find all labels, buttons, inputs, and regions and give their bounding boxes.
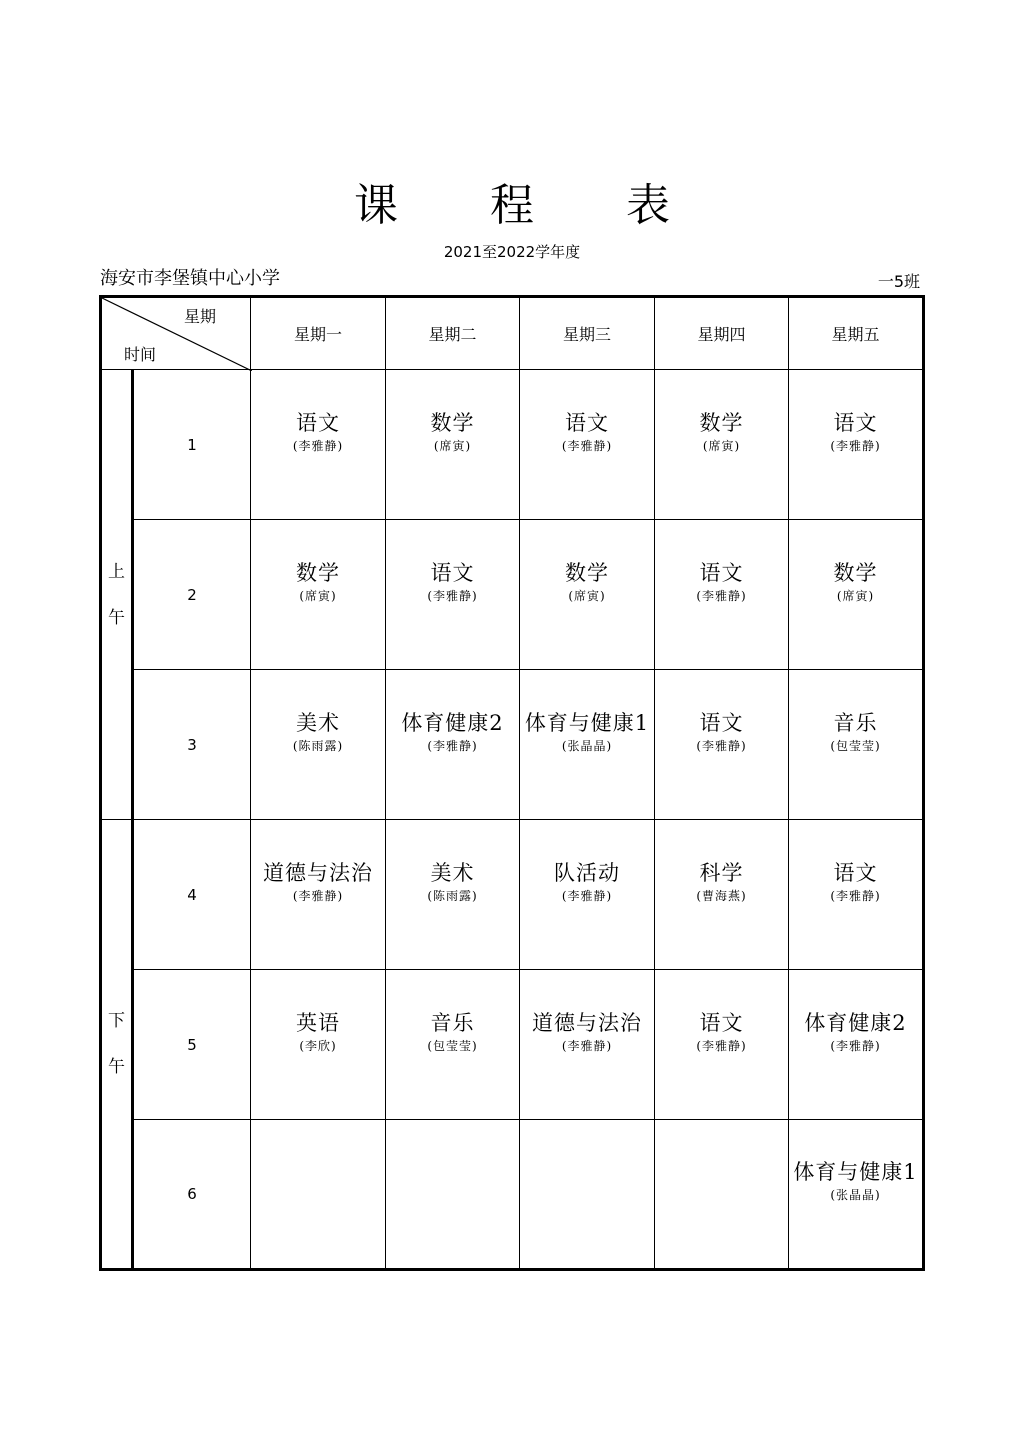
day-header: 星期五: [789, 297, 924, 370]
teacher-name: (陈雨露): [292, 738, 344, 753]
subject-name: 语文: [833, 410, 878, 435]
subject-name: 语文: [699, 710, 744, 735]
subject-name: 数学: [296, 560, 340, 585]
lesson-cell: [386, 970, 520, 1120]
teacher-name: (包莹莹): [427, 1038, 478, 1053]
timetable: [99, 295, 925, 1271]
period-number: 2: [133, 520, 251, 670]
period-row: [101, 1120, 924, 1270]
period-row: [101, 670, 924, 820]
teacher-name: (李雅静): [696, 588, 747, 603]
subject-name: 数学: [430, 410, 475, 435]
subject-name: 队活动: [554, 860, 620, 885]
teacher-name: (席寅): [702, 438, 741, 453]
subject-name: 体育与健康1: [793, 1160, 918, 1184]
period-row: [101, 820, 924, 970]
corner-label-time: 时间: [124, 345, 157, 364]
timetable-body: [101, 370, 924, 1270]
subject-name: 道德与法治: [263, 860, 373, 885]
lesson-cell: [655, 520, 789, 670]
subject-name: 道德与法治: [532, 1010, 642, 1035]
afternoon-label: [101, 820, 133, 1270]
subject-name: 音乐: [833, 710, 878, 735]
period-row: [101, 370, 924, 520]
half-day-char: 上: [108, 561, 125, 582]
teacher-name: (李雅静): [427, 588, 478, 603]
period-row: [101, 520, 924, 670]
lesson-cell: [386, 520, 520, 670]
subject-name: 科学: [699, 860, 744, 885]
period-row: [101, 970, 924, 1120]
lesson-cell: [789, 670, 924, 820]
lesson-cell: [251, 670, 386, 820]
teacher-name: (张晶晶): [561, 738, 613, 753]
lesson-cell: [520, 370, 655, 520]
half-day-char: 下: [108, 1011, 125, 1031]
lesson-cell: [251, 820, 386, 970]
teacher-name: (李雅静): [830, 438, 881, 453]
subject-name: 体育健康2: [401, 710, 504, 735]
day-header: 星期四: [655, 297, 789, 370]
half-day-char: 午: [108, 1057, 125, 1077]
subject-name: 体育健康2: [804, 1010, 907, 1035]
lesson-cell: [789, 520, 924, 670]
lesson-cell: [386, 820, 520, 970]
teacher-name: (席寅): [299, 588, 337, 603]
teacher-name: (席寅): [836, 588, 875, 603]
teacher-name: (李雅静): [561, 438, 613, 453]
day-header: 星期三: [520, 297, 655, 370]
lesson-cell: [520, 670, 655, 820]
lesson-cell: [789, 820, 924, 970]
lesson-cell: [655, 970, 789, 1120]
school-name: 海安市李堡镇中心小学: [100, 268, 280, 289]
lesson-cell: [386, 1120, 520, 1270]
lesson-cell: [386, 670, 520, 820]
teacher-name: (曹海燕): [696, 888, 747, 903]
lesson-cell: [251, 970, 386, 1120]
day-header: 星期一: [251, 297, 386, 370]
subject-name: 音乐: [430, 1010, 475, 1035]
teacher-name: (陈雨露): [427, 888, 478, 903]
teacher-name: (李雅静): [696, 738, 747, 753]
lesson-cell: [789, 1120, 924, 1270]
teacher-name: (李雅静): [830, 1038, 881, 1053]
subject-name: 美术: [430, 860, 475, 885]
teacher-name: (李雅静): [830, 888, 881, 903]
school-year: 2021至2022学年度: [443, 243, 581, 261]
lesson-cell: [655, 820, 789, 970]
teacher-name: (席寅): [433, 438, 472, 453]
page-title: 课程表: [354, 180, 762, 231]
lesson-cell: [251, 1120, 386, 1270]
class-name: 一5班: [877, 272, 920, 291]
day-header: 星期二: [386, 297, 520, 370]
teacher-name: (李雅静): [561, 888, 613, 903]
teacher-name: (李雅静): [292, 888, 344, 903]
subject-name: 数学: [833, 560, 878, 585]
lesson-cell: [655, 1120, 789, 1270]
subject-name: 英语: [296, 1010, 340, 1035]
subject-name: 数学: [565, 560, 609, 585]
corner-cell: [101, 297, 251, 370]
teacher-name: (张晶晶): [830, 1188, 881, 1202]
header-row: [101, 297, 924, 370]
teacher-name: (李雅静): [427, 738, 478, 753]
morning-label: [101, 370, 133, 820]
half-day-char: 午: [108, 607, 125, 628]
lesson-cell: [520, 1120, 655, 1270]
lesson-cell: [789, 370, 924, 520]
lesson-cell: [655, 370, 789, 520]
subject-name: 语文: [699, 560, 744, 585]
period-number: 6: [133, 1120, 251, 1270]
teacher-name: (李雅静): [292, 438, 344, 453]
subject-name: 体育与健康1: [524, 710, 650, 735]
teacher-name: (李欣): [299, 1038, 337, 1053]
lesson-cell: [520, 970, 655, 1120]
subject-name: 语文: [699, 1010, 744, 1035]
period-number: 5: [133, 970, 251, 1120]
lesson-cell: [251, 520, 386, 670]
lesson-cell: [520, 520, 655, 670]
subject-name: 语文: [565, 410, 609, 435]
subject-name: 语文: [296, 410, 340, 435]
subject-name: 语文: [430, 560, 475, 585]
corner-label-day: 星期: [183, 307, 216, 326]
period-number: 4: [133, 820, 251, 970]
period-number: 1: [133, 370, 251, 520]
lesson-cell: [520, 820, 655, 970]
period-number: 3: [133, 670, 251, 820]
subject-name: 数学: [699, 410, 744, 435]
teacher-name: (包莹莹): [830, 738, 881, 753]
subject-name: 语文: [833, 860, 878, 885]
lesson-cell: [251, 370, 386, 520]
lesson-cell: [386, 370, 520, 520]
teacher-name: (席寅): [568, 588, 606, 603]
lesson-cell: [789, 970, 924, 1120]
lesson-cell: [655, 670, 789, 820]
teacher-name: (李雅静): [561, 1038, 613, 1053]
subject-name: 美术: [296, 710, 340, 735]
teacher-name: (李雅静): [696, 1038, 747, 1053]
